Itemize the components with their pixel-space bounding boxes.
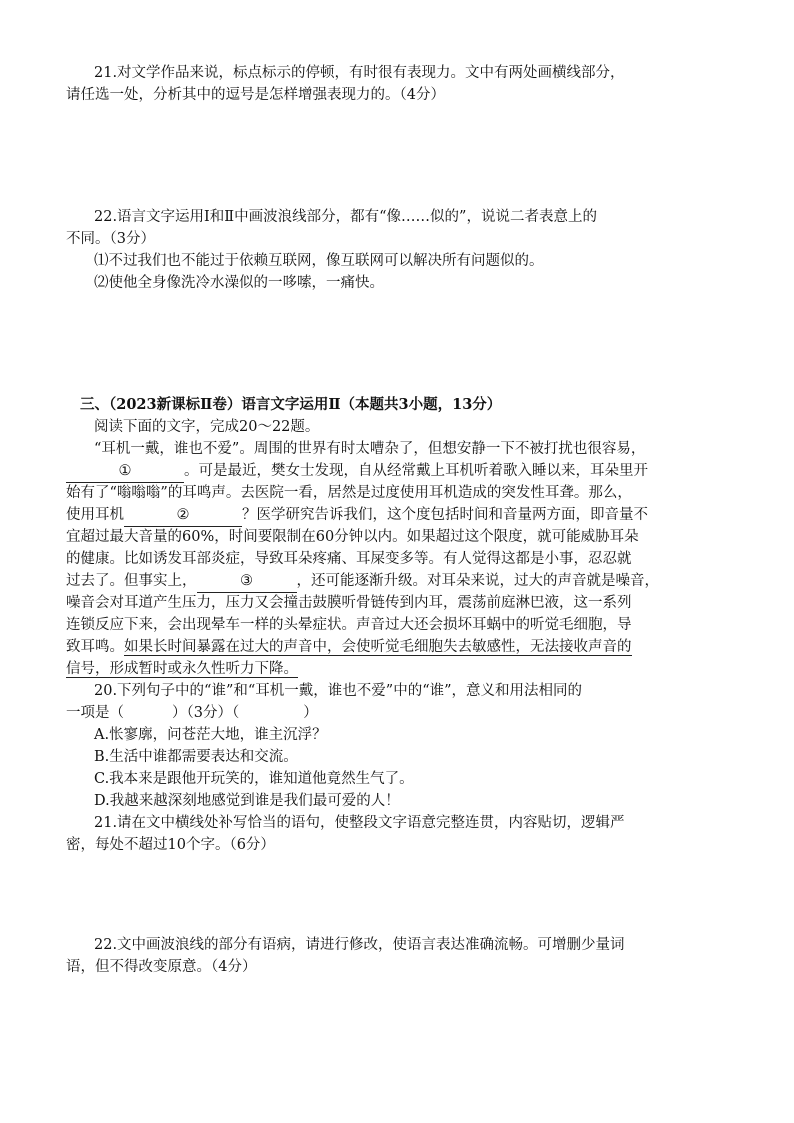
- option-a[interactable]: A.怅寥廓，问苍茫大地，谁主沉浮？: [94, 727, 327, 743]
- question-20-line1: 20.下列句子中的“谁”和“耳机一戴，谁也不爱”中的“谁”，意义和用法相同的: [94, 683, 583, 699]
- option-c[interactable]: C.我本来是跟他开玩笑的，谁知道他竟然生气了。: [94, 771, 414, 787]
- question-22-item2: ⑵使他全身像洗冷水澡似的一哆嗦，一痛快。: [94, 275, 384, 291]
- question-22-second-line2: 语，但不得改变原意。（4分）: [66, 959, 257, 975]
- question-22-item1: ⑴不过我们也不能过于依赖互联网，像互联网可以解决所有问题似的。: [94, 253, 544, 269]
- passage-line: 宜超过最大音量的60%，时间要限制在60分钟以内。如果超过这个限度，就可能威胁耳朵: [66, 529, 639, 545]
- wavy-underlined-sentence: 如果长时间暴露在过大的声音中，会使听觉毛细胞失去敏感性，无法接收声音的: [124, 639, 632, 655]
- question-20-line2: 一项是（ ）（3分）（ ）: [66, 705, 318, 721]
- passage-line: 噪音会对耳道产生压力，压力又会撞击鼓膜听骨链传到内耳，震荡前庭淋巴液，这一系列: [66, 595, 632, 611]
- question-22-second-line1: 22.文中画波浪线的部分有语病，请进行修改，使语言表达准确流畅。可增删少量词: [94, 937, 625, 953]
- blank-1[interactable]: ①: [66, 460, 184, 483]
- passage-line: 始有了“嗡嗡嗡”的耳鸣声。去医院一看，居然是过度使用耳机造成的突发性耳聋。那么，: [66, 485, 632, 501]
- passage-line: 连锁反应下来，会出现晕车一样的头晕症状。声音过大还会损坏耳蜗中的听觉毛细胞，导: [66, 617, 632, 633]
- passage-line: 致耳鸣。如果长时间暴露在过大的声音中，会使听觉毛细胞失去敏感性，无法接收声音的: [66, 639, 632, 655]
- question-22-first-line1: 22.语言文字运用Ⅰ和Ⅱ中画波浪线部分，都有“像……似的”，说说二者表意上的: [94, 209, 597, 225]
- passage-line: [66, 658, 298, 680]
- question-21-first-line2: 请任选一处，分析其中的逗号是怎样增强表现力的。（4分）: [66, 87, 445, 103]
- passage-line: 的健康。比如诱发耳部炎症，导致耳朵疼痛、耳屎变多等。有人觉得这都是小事，忍忍就: [66, 551, 632, 567]
- option-d[interactable]: D.我越来越深刻地感觉到谁是我们最可爱的人！: [94, 793, 400, 809]
- passage-line: 过去了。但事实上， ③ ，还可能逐渐升级。对耳朵来说，过大的声音就是噪音，: [66, 570, 659, 592]
- question-22-first-line2: 不同。（3分）: [66, 231, 155, 247]
- blank-3[interactable]: ③: [197, 570, 297, 593]
- passage-line: “耳机一戴，谁也不爱”。周围的世界有时太嘈杂了，但想安静一下不被打扰也很容易，: [94, 441, 646, 457]
- option-b[interactable]: B.生活中谁都需要表达和交流。: [94, 749, 298, 765]
- passage-line: ① 。可是最近，樊女士发现，自从经常戴上耳机听着歌入睡以来，耳朵里开: [66, 460, 648, 482]
- passage-line: 使用耳机 ② ？医学研究告诉我们，这个度包括时间和音量两方面，即音量不: [66, 504, 648, 526]
- wavy-underlined-sentence-end: 信号，形成暂时或永久性听力下降。: [66, 661, 298, 677]
- section-3-intro: 阅读下面的文字，完成20～22题。: [94, 419, 320, 435]
- question-21-second-line2: 密，每处不超过10个字。（6分）: [66, 837, 275, 853]
- section-3-title: 三、（2023新课标Ⅱ卷）语言文字运用Ⅱ（本题共3小题，13分）: [80, 396, 502, 413]
- question-21-first-line1: 21.对文学作品来说，标点标示的停顿，有时很有表现力。文中有两处画横线部分，: [94, 65, 625, 81]
- blank-2[interactable]: ②: [124, 504, 242, 527]
- question-21-second-line1: 21.请在文中横线处补写恰当的语句，使整段文字语意完整连贯，内容贴切，逻辑严: [94, 815, 625, 831]
